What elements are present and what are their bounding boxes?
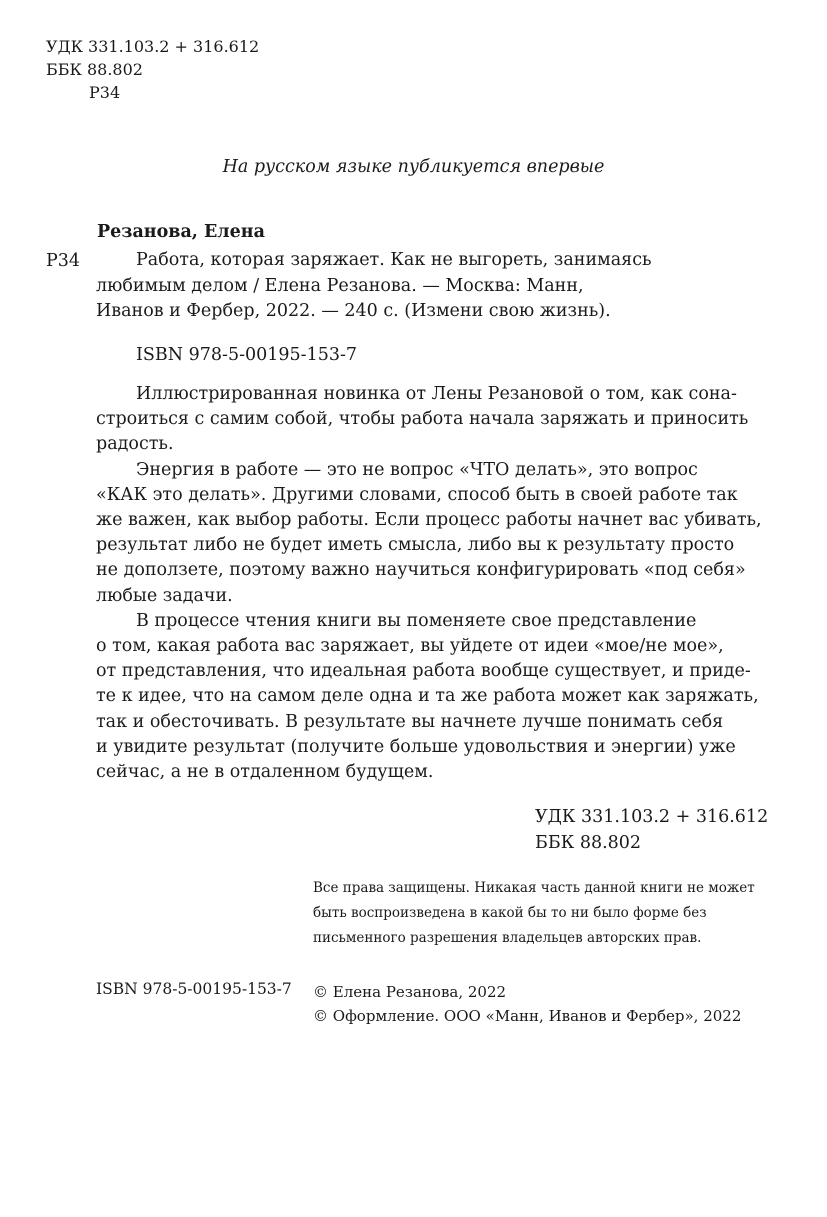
first-edition-notice: На русском языке публикуется впервые [222, 157, 605, 177]
annotation-line: «КАК это делать». Другими словами, способ быть в своей работе так [96, 484, 738, 505]
annotation-line: результат либо не будет иметь смысла, либо вы к результату просто [96, 535, 735, 556]
annotation-line: так и обесточивать. В результате вы начнете лучше понимать себя [96, 711, 724, 732]
description-line: Работа, которая заряжает. Как не выгореть, занимаясь [136, 250, 652, 270]
annotation-line: В процессе чтения книги вы поменяете свое представление [136, 610, 697, 631]
footer-bbk-code: ББК 88.802 [535, 833, 642, 853]
annotation-line: о том, какая работа вас заряжает, вы уйдете от идеи «мое/не мое», [96, 636, 724, 657]
copyright-line: © Оформление. ООО «Манн, Иванов и Фербер», 2022 [313, 1007, 742, 1025]
annotation-line: Энергия в работе — это не вопрос «ЧТО делать», это вопрос [136, 459, 698, 480]
catalog-author: Резанова, Елена [97, 222, 265, 242]
annotation-line: строиться с самим собой, чтобы работа начала заряжать и приносить [96, 409, 749, 430]
copyright-block [313, 980, 741, 1028]
annotation-line: сейчас, а не в отдаленном будущем. [96, 762, 434, 783]
description-line: Иванов и Фербер, 2022. — 240 с. (Измени свою жизнь). [96, 301, 611, 321]
author-sign: Р34 [89, 83, 121, 102]
annotation-line: любые задачи. [96, 585, 233, 606]
annotation-line: те к идее, что на самом деле одна и та же работа может как заряжать, [96, 686, 759, 707]
annotation-line: от представления, что идеальная работа вообще существует, и приде- [96, 661, 751, 682]
udk-code: УДК 331.103.2 + 316.612 [46, 37, 260, 56]
rights-notice [313, 876, 755, 951]
annotation-line: не доползете, поэтому важно научиться конфигурировать «под себя» [96, 560, 746, 581]
rights-line: письменного разрешения владельцев авторских прав. [313, 930, 702, 946]
description-line: любимым делом / Елена Резанова. — Москва: Манн, [96, 275, 584, 296]
footer-udk-code: УДК 331.103.2 + 316.612 [535, 807, 769, 827]
rights-line: быть воспроизведена в какой бы то ни было форме без [313, 905, 707, 921]
catalog-description [96, 248, 652, 325]
rights-line: Все права защищены. Никакая часть данной книги не может [313, 880, 755, 896]
annotation-line: радость. [96, 434, 174, 455]
bbk-code: ББК 88.802 [46, 60, 143, 79]
catalog-isbn: ISBN 978-5-00195-153-7 [136, 345, 358, 365]
annotation-line: и увидите результат (получите больше удовольствия и энергии) уже [96, 736, 736, 757]
footer-isbn: ISBN 978-5-00195-153-7 [96, 980, 292, 998]
annotation-line: Иллюстрированная новинка от Лены Резановой о том, как сона- [136, 384, 737, 404]
annotation [96, 382, 762, 785]
copyright-line: © Елена Резанова, 2022 [313, 983, 507, 1001]
catalog-sign: Р34 [46, 251, 81, 271]
annotation-line: же важен, как выбор работы. Если процесс работы начнет вас убивать, [96, 510, 762, 531]
